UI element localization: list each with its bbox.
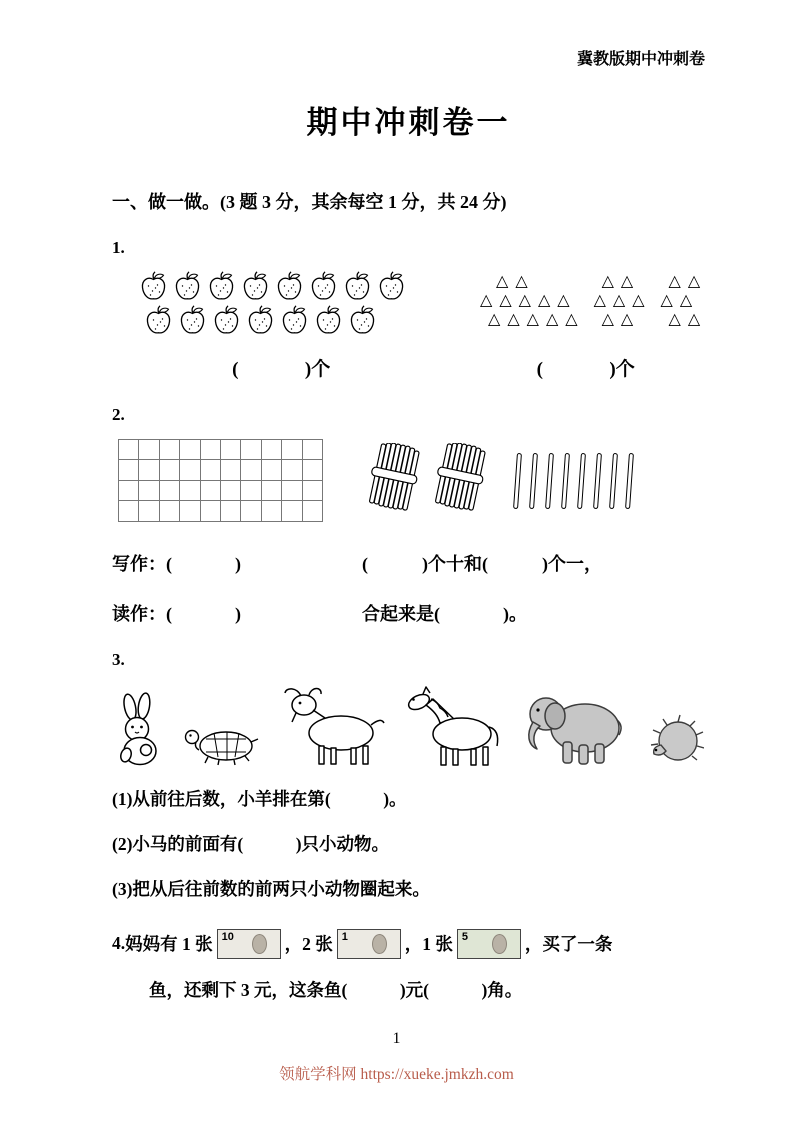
document-header — [112, 46, 705, 69]
apple-icon — [240, 270, 271, 302]
apples-count-blank: ( )个 — [232, 359, 331, 380]
triangle-icon: △ — [480, 290, 493, 309]
question-2-number: 2. — [112, 405, 125, 424]
question-4 — [112, 929, 705, 1002]
banknote-denomination: 5 — [461, 930, 468, 943]
apple-icon — [172, 270, 203, 302]
sticks-group — [367, 443, 632, 515]
triangle-cluster — [661, 272, 701, 328]
grid-cell — [160, 460, 180, 480]
triangle-row — [488, 310, 578, 328]
q4-text-start: 妈妈有 1 张 — [125, 934, 213, 955]
grid-cell — [221, 440, 241, 460]
elephant-illustration — [519, 682, 631, 766]
banknote-10-icon — [217, 929, 281, 959]
grid-cell — [139, 460, 159, 480]
horse-illustration — [402, 686, 504, 766]
grid-cell — [139, 440, 159, 460]
triangle-icon: △ — [507, 309, 520, 328]
grid-cell — [160, 481, 180, 501]
apple-icon — [211, 304, 242, 336]
page-title: 期中冲刺卷一 — [306, 105, 511, 140]
apple-row — [143, 304, 438, 336]
stick-icon — [593, 453, 602, 509]
triangle-icon: △ — [518, 290, 531, 309]
site-footer: 领航学科网 https://xueke.jmkzh.com — [279, 1066, 514, 1083]
grid-cell — [160, 501, 180, 521]
apple-icon — [138, 270, 169, 302]
triangle-icon: △ — [565, 309, 578, 328]
question-4-number: 4. — [112, 933, 126, 954]
grid-cell — [282, 501, 302, 521]
triangle-icon: △ — [526, 309, 539, 328]
triangle-row — [661, 291, 701, 309]
banknote-portrait — [252, 934, 267, 954]
question-2 — [112, 405, 705, 626]
triangle-icon: △ — [496, 271, 509, 290]
grid-cell — [221, 481, 241, 501]
triangle-icon: △ — [593, 290, 606, 309]
apple-icon — [143, 304, 174, 336]
grid-cell — [303, 440, 323, 460]
banknote-portrait — [372, 934, 387, 954]
apple-icon — [206, 270, 237, 302]
triangle-icon: △ — [515, 271, 528, 290]
triangle-icon: △ — [499, 290, 512, 309]
stick-icon — [625, 453, 634, 509]
q2-answer-lines — [112, 550, 705, 626]
question-1-number: 1. — [112, 238, 125, 257]
apple-icon — [245, 304, 276, 336]
single-sticks — [515, 453, 632, 509]
apple-icon — [274, 270, 305, 302]
grid-cell — [139, 501, 159, 521]
grid-cell — [201, 481, 221, 501]
triangle-icon: △ — [679, 290, 693, 309]
apples-group — [138, 270, 438, 338]
grid-cell — [262, 440, 282, 460]
rabbit-illustration — [112, 692, 167, 766]
apple-icon — [347, 304, 378, 336]
grid-cell — [139, 481, 159, 501]
tens-ones-label: ( )个十和( )个一， — [362, 553, 602, 574]
q4-line-2: 鱼，还剩下 3 元，这条鱼( )元( )角。 — [149, 979, 523, 1000]
q2-figures — [112, 439, 705, 522]
section-heading: 一、做一做。(3 题 3 分，其余每空 1 分，共 24 分) — [112, 192, 507, 212]
grid-cell — [303, 460, 323, 480]
triangle-icon: △ — [601, 309, 614, 328]
triangle-icon: △ — [687, 309, 701, 328]
grid-cell — [201, 501, 221, 521]
triangle-icon: △ — [620, 271, 634, 290]
apple-icon — [177, 304, 208, 336]
goat-illustration — [275, 684, 387, 766]
grid-cell — [221, 460, 241, 480]
grid-cell — [241, 460, 261, 480]
q1-figures — [138, 270, 705, 338]
question-1 — [112, 238, 705, 381]
grid-cell — [303, 501, 323, 521]
triangle-icon: △ — [557, 290, 570, 309]
header-label: 冀教版期中冲刺卷 — [576, 51, 705, 68]
grid-cell — [180, 481, 200, 501]
page-number: 1 — [392, 1030, 401, 1047]
triangle-icon: △ — [668, 271, 681, 290]
write-as-label: 写作：( ) — [112, 553, 241, 574]
triangle-icon: △ — [687, 271, 701, 290]
triangle-row — [480, 291, 578, 309]
q3-sub-question-1: (1)从前往后数，小羊排在第( )。 — [112, 788, 407, 809]
banknote-denomination: 1 — [341, 930, 348, 943]
grid-cell — [241, 440, 261, 460]
grid-cell — [119, 460, 139, 480]
apple-icon — [376, 270, 407, 302]
stick-icon — [561, 453, 570, 509]
question-3 — [112, 650, 705, 901]
triangle-row — [669, 310, 701, 328]
turtle-illustration — [182, 718, 260, 766]
stick-bundle-icon — [433, 443, 497, 515]
grid-cell — [180, 460, 200, 480]
grid-cell — [180, 501, 200, 521]
grid-cell — [241, 501, 261, 521]
grid-cell — [262, 481, 282, 501]
grid-cell — [201, 440, 221, 460]
banknote-5-icon — [457, 929, 521, 959]
apple-icon — [308, 270, 339, 302]
banknote-denomination: 10 — [221, 930, 234, 943]
grid-cell — [180, 440, 200, 460]
grid-cell — [119, 501, 139, 521]
grid-cell — [221, 501, 241, 521]
apple-icon — [313, 304, 344, 336]
q4-line-1 — [112, 929, 705, 959]
stick-icon — [577, 453, 586, 509]
grid-cell — [262, 501, 282, 521]
grid-cell — [201, 460, 221, 480]
animals-row — [112, 682, 705, 766]
counting-grid — [118, 439, 323, 522]
triangle-row — [602, 310, 645, 328]
triangle-row — [669, 272, 701, 290]
triangles-count-blank: ( )个 — [536, 359, 635, 380]
triangle-icon: △ — [612, 290, 626, 309]
q3-sub-question-2: (2)小马的前面有( )只小动物。 — [112, 833, 390, 854]
grid-cell — [282, 481, 302, 501]
stick-icon — [609, 453, 618, 509]
triangle-cluster — [480, 272, 578, 328]
triangle-icon: △ — [620, 309, 634, 328]
q4-text-mid2: ，1 张 — [404, 934, 453, 955]
apple-icon — [342, 270, 373, 302]
stick-icon — [529, 453, 538, 509]
triangle-row — [594, 291, 645, 309]
grid-cell — [303, 481, 323, 501]
banknote-1-icon — [337, 929, 401, 959]
q4-text-end: ，买了一条 — [524, 934, 613, 955]
triangle-cluster — [594, 272, 645, 328]
question-3-number: 3. — [112, 649, 125, 669]
stick-bundle-icon — [367, 443, 431, 515]
stick-icon — [545, 453, 554, 509]
stick-bundles — [367, 443, 497, 515]
together-label: 合起来是( )。 — [362, 603, 527, 624]
q1-answer-blanks — [112, 354, 705, 381]
triangles-group — [480, 272, 700, 328]
triangle-icon: △ — [537, 290, 551, 309]
read-as-label: 读作：( ) — [112, 603, 241, 624]
q4-text-mid1: ，2 张 — [284, 934, 333, 955]
triangle-icon: △ — [668, 309, 681, 328]
apple-icon — [279, 304, 310, 336]
triangle-icon: △ — [601, 271, 614, 290]
banknote-portrait — [492, 934, 507, 954]
stick-icon — [513, 453, 522, 509]
triangle-icon: △ — [545, 309, 559, 328]
triangle-icon: △ — [660, 290, 673, 309]
triangle-row — [496, 272, 578, 290]
grid-cell — [282, 440, 302, 460]
grid-cell — [119, 481, 139, 501]
grid-cell — [119, 440, 139, 460]
q3-sub-question-3: (3)把从后往前数的前两只小动物圈起来。 — [112, 878, 430, 899]
grid-cell — [160, 440, 180, 460]
hedgehog-illustration — [646, 712, 704, 766]
grid-cell — [282, 460, 302, 480]
triangle-icon: △ — [632, 290, 645, 309]
triangle-row — [602, 272, 645, 290]
grid-cell — [241, 481, 261, 501]
apple-row — [138, 270, 438, 302]
triangle-icon: △ — [488, 309, 501, 328]
grid-cell — [262, 460, 282, 480]
